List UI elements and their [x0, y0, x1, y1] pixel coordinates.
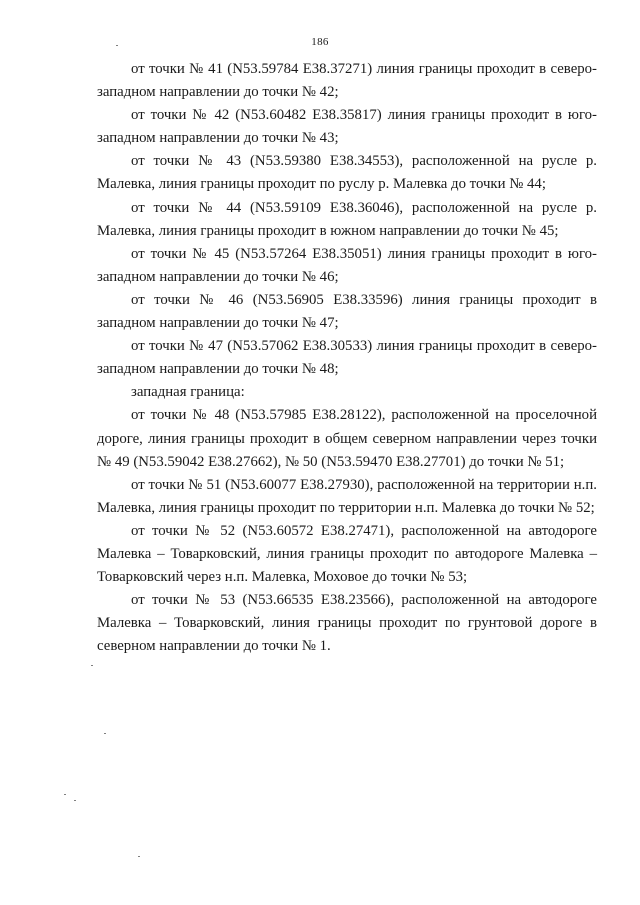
scan-speck [64, 794, 66, 795]
scan-speck [104, 733, 106, 734]
paragraph-point-41: от точки № 41 (N53.59784 E38.37271) линия границы проходит в северо-западном направлении до точки № 42; [97, 61, 597, 101]
section-heading-west-border: западная граница: [131, 384, 245, 401]
document-body [97, 58, 597, 658]
paragraph-point-45: от точки № 45 (N53.57264 E38.35051) линия границы проходит в юго-западном направлении до точки № 46; [97, 245, 597, 285]
page-number: 186 [311, 36, 329, 48]
paragraph-point-51: от точки № 51 (N53.60077 E38.27930), расположенной на территории н.п. Малевка, линия границы проходит по территории н.п. Малевка до точки № 52; [97, 476, 597, 516]
scan-speck [138, 856, 140, 857]
paragraph-point-47: от точки № 47 (N53.57062 E38.30533) линия границы проходит в северо-западном направлении до точки № 48; [97, 338, 597, 378]
paragraph-point-46: от точки № 46 (N53.56905 E38.33596) линия границы проходит в западном направлении до точки № 47; [97, 291, 597, 332]
paragraph-point-53: от точки № 53 (N53.66535 E38.23566), расположенной на автодороге Малевка – Товарковский, линия границы проходит по грунтовой дороге в северном направлении до точки № 1. [97, 592, 597, 655]
scan-speck [91, 665, 93, 666]
paragraph-point-48: от точки № 48 (N53.57985 E38.28122), расположенной на проселочной дороге, линия границы проходит в общем северном направлении через точки № 49 (N53.59042 E38.27662), № 50 (N53.59470 E38.27701) до точки № 51; [97, 407, 597, 470]
paragraph-point-42: от точки № 42 (N53.60482 E38.35817) линия границы проходит в юго-западном направлении до точки № 43; [97, 107, 597, 147]
paragraph-point-43: от точки № 43 (N53.59380 E38.34553), расположенной на русле р. Малевка, линия границы проходит по руслу р. Малевка до точки № 44; [97, 153, 597, 193]
paragraph-point-52: от точки № 52 (N53.60572 E38.27471), расположенной на автодороге Малевка – Товарковский, линия границы проходит по автодороге Малевка – Товарковский через н.п. Малевка, Моховое до точки № 53; [97, 522, 597, 586]
paragraph-point-44: от точки № 44 (N53.59109 E38.36046), расположенной на русле р. Малевка, линия границы проходит в южном направлении до точки № 45; [97, 199, 597, 239]
scan-speck [116, 45, 118, 46]
scan-speck [74, 800, 76, 801]
